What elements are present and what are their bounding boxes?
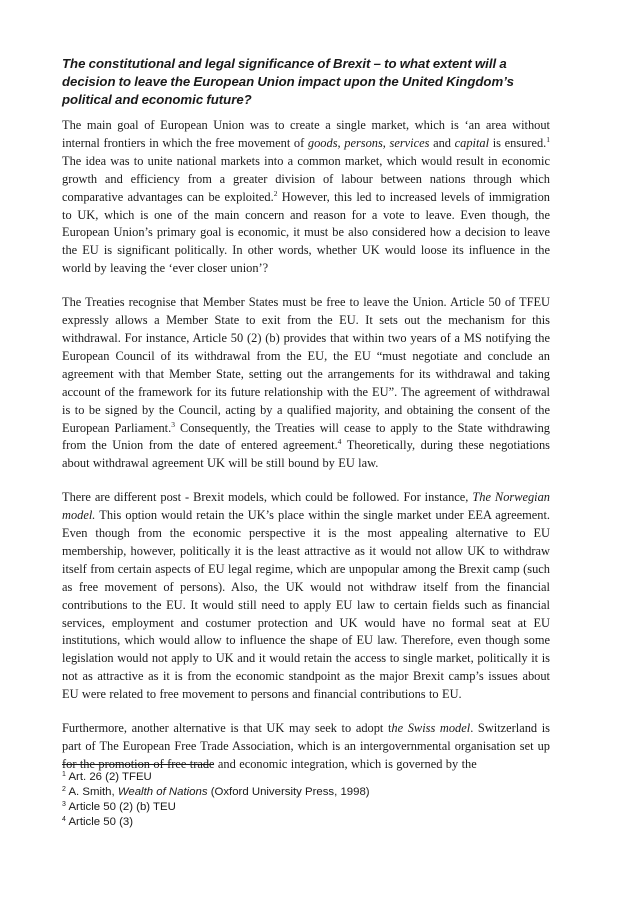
footnote-ref-4: 4	[337, 437, 342, 447]
footnote-3	[62, 800, 550, 815]
footnote-emphasis: Wealth of Nations	[117, 786, 208, 798]
footnote-text: Article 50 (3)	[65, 816, 134, 828]
paragraph-text: The main goal of European Union was to create a single market, which is ‘an area without internal frontiers in which the free movement of	[62, 118, 550, 150]
footnote-ref-1: 1	[546, 134, 550, 144]
paragraph-1	[62, 117, 550, 278]
paragraph-2	[62, 294, 550, 473]
paragraph-text: However, this led to increased levels of immigration to UK, which is one of the main concern and reason for a vote to leave. Even though, the European Union’s primary goal is economic, it must be also considered how a decision to leave the EU is significant politically. In other words, whether UK would loose its influence in the world by leaving the ‘ever closer union’?	[62, 189, 550, 276]
footnote-ref-3: 3	[171, 419, 175, 429]
emphasis-text: he Swiss model	[391, 721, 471, 736]
footnote-number: 3	[62, 801, 66, 808]
footnote-4	[62, 815, 550, 830]
paragraph-text: . Switzerland is part of The European Free Trade Association, which is an intergovernmental organisation set up for the promotion of free trade and economic integration, which is governed by the	[62, 721, 550, 771]
footnote-number: 1	[62, 771, 66, 778]
footnote-text: Art. 26 (2) TFEU	[65, 771, 152, 783]
document-title: The constitutional and legal significance of Brexit – to what extent will a decision to leave the European Union impact upon the United Kingdom’s political and economic future?	[62, 56, 514, 107]
footnote-text: (Oxford University Press, 1998)	[207, 786, 370, 798]
emphasis-text: goods, persons, services	[307, 135, 430, 150]
emphasis-text: capital	[454, 135, 490, 150]
footnote-ref-2: 2	[273, 188, 278, 198]
paragraph-text: Consequently, the Treaties will cease to apply to the State withdrawing from the Union from the date of entered agreement.	[62, 420, 550, 453]
paragraph-3	[62, 489, 550, 704]
paragraph-text: is ensured.	[489, 135, 547, 150]
paragraph-text: Theoretically, during these negotiations about withdrawal agreement UK will be still bound by EU law.	[62, 438, 550, 471]
paragraph-text: The idea was to unite national markets into a common market, which would result in economic growth and efficiency from a greater division of labour between nations through which comparative advantages can be exploited.	[62, 153, 550, 204]
document-body	[62, 117, 550, 774]
footnotes	[62, 770, 550, 830]
footnote-text: Article 50 (2) (b) TEU	[65, 801, 176, 813]
paragraph-text: This option would retain the UK’s place within the single market under EEA agreement. Even though from the economic perspective it is the most appealing alternative to EU membership, however, politically it is the least attractive as it would not allow UK to withdraw itself from certain aspects of EU legal regime, which are unpopular among the Brexit camp (such as free movement of persons). Also, the UK would not withdraw itself from the financial contributions to the EU. It would still need to apply EU law to certain fields such as financial services, employment and costumer protection and UK would have no formal seat at EU institutions, which would allow to influence the shape of EU law. Therefore, even though some legislation would not apply to UK and it would retain the access to single market, politically it is not as attractive as it is from the economic standpoint as the major Brexit camp’s issues about EU were related to free movement to persons and financial contributions to EU.	[62, 508, 550, 702]
footnote-2	[62, 785, 550, 800]
paragraph-text: The Treaties recognise that Member States must be free to leave the Union. Article 50 of TFEU expressly allows a Member State to exit from the EU. It sets out the mechanism for this withdrawal. For instance, Article 50 (2) (b) provides that within two years of a MS notifying the European Council of its withdrawal from the EU, the EU “must negotiate and conclude an agreement with that Member State, setting out the arrangements for its withdrawal and taking account of the framework for its future relationship with the EU”. The agreement of withdrawal is to be signed by the Council, acting by a qualified majority, and obtaining the consent of the European Parliament.	[62, 295, 550, 435]
emphasis-text: The Norwegian model.	[62, 490, 550, 523]
paragraph-text: There are different post - Brexit models, which could be followed. For instance,	[62, 490, 473, 505]
paragraph-4	[62, 720, 550, 774]
paragraph-text: Furthermore, another alternative is that UK may seek to adopt t	[62, 721, 392, 736]
footnote-1	[62, 770, 550, 785]
footnote-divider	[62, 764, 214, 765]
footnote-number: 4	[62, 816, 66, 823]
footnote-text: A. Smith,	[65, 786, 118, 798]
document-page	[62, 55, 550, 790]
paragraph-text: and	[429, 135, 455, 150]
footnote-number: 2	[62, 786, 66, 793]
